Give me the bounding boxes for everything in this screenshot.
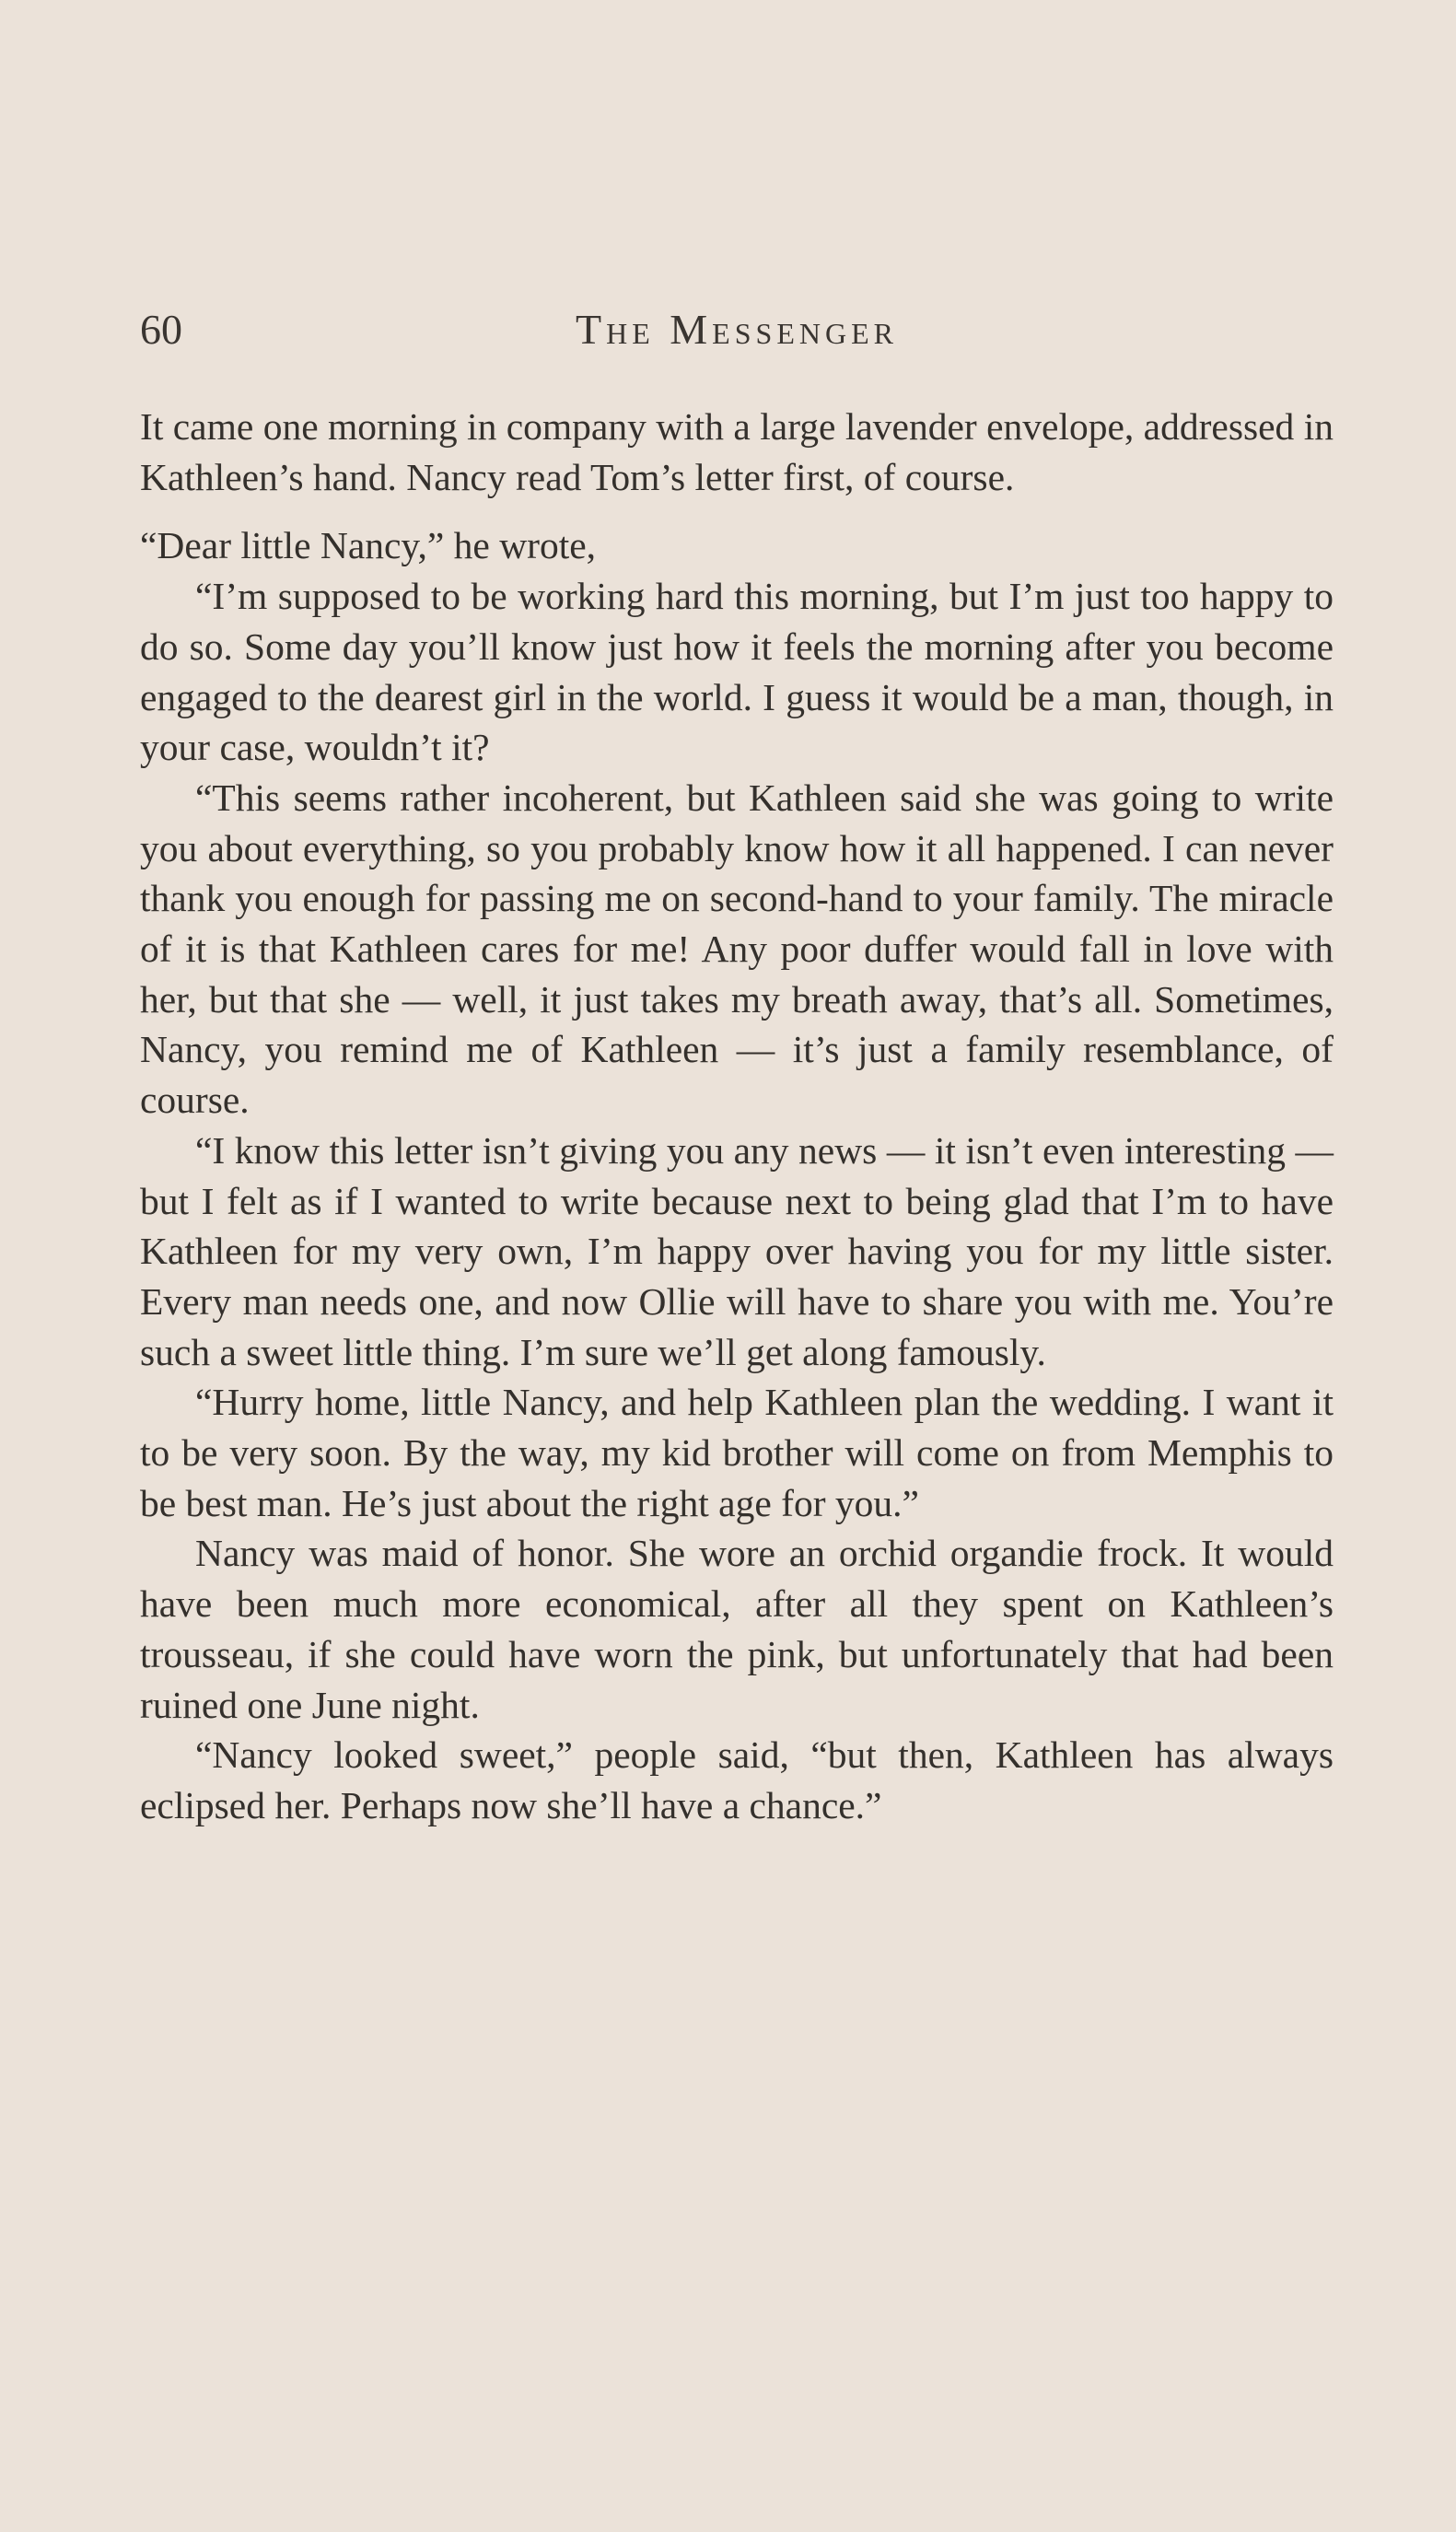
- paragraph-5: “I know this letter isn’t giving you any news — it isn’t even interesting — but I felt as if I wanted to write because next to being glad that I’m to have Kathleen for my very own, I’m happy over having you for my little sister. Every man needs one, and now Ollie will have to share you with me. You’re such a sweet little thing. I’m sure we’ll get along famously.: [140, 1128, 1334, 1373]
- paragraph-2-salutation: “Dear little Nancy,” he wrote,: [140, 524, 597, 567]
- paragraph-7: Nancy was maid of honor. She wore an orchid organdie frock. It would have been much more economical, after all they spent on Kathleen’s trousseau, if she could have worn the pink, but unfortunately that had been ruined one June night.: [140, 1532, 1334, 1726]
- page-number: 60: [140, 306, 182, 353]
- paragraph-3: “I’m supposed to be working hard this morning, but I’m just too happy to do so. Some day you’ll know just how it feels the morning after you become engaged to the dearest girl in the world. I guess it would be a man, though, in your case, wouldn’t it?: [140, 575, 1334, 769]
- running-head: [138, 302, 1335, 357]
- paragraph-4: “This seems rather incoherent, but Kathleen said she was going to write you about everything, so you probably know how it all happened. I can never thank you enough for passing me on second-hand to your family. The miracle of it is that Kathleen cares for me! Any poor duffer would fall in love with her, but that she — well, it just takes my breath away, that’s all. Sometimes, Nancy, you remind me of Kathleen — it’s just a family resemblance, of course.: [140, 776, 1334, 1122]
- running-title: The Messenger: [576, 306, 898, 353]
- paragraph-1: It came one morning in company with a large lavender envelope, addressed in Kathleen’s hand. Nancy read Tom’s letter first, of course.: [140, 405, 1334, 498]
- paragraph-8: “Nancy looked sweet,” people said, “but then, Kathleen has always eclipsed her. Perhaps now she’ll have a chance.”: [140, 1733, 1334, 1826]
- body-text: [140, 402, 1334, 1831]
- paragraph-6: “Hurry home, little Nancy, and help Kathleen plan the wedding. I want it to be very soon. By the way, my kid brother will come on from Memphis to be best man. He’s just about the right age for you.”: [140, 1381, 1334, 1524]
